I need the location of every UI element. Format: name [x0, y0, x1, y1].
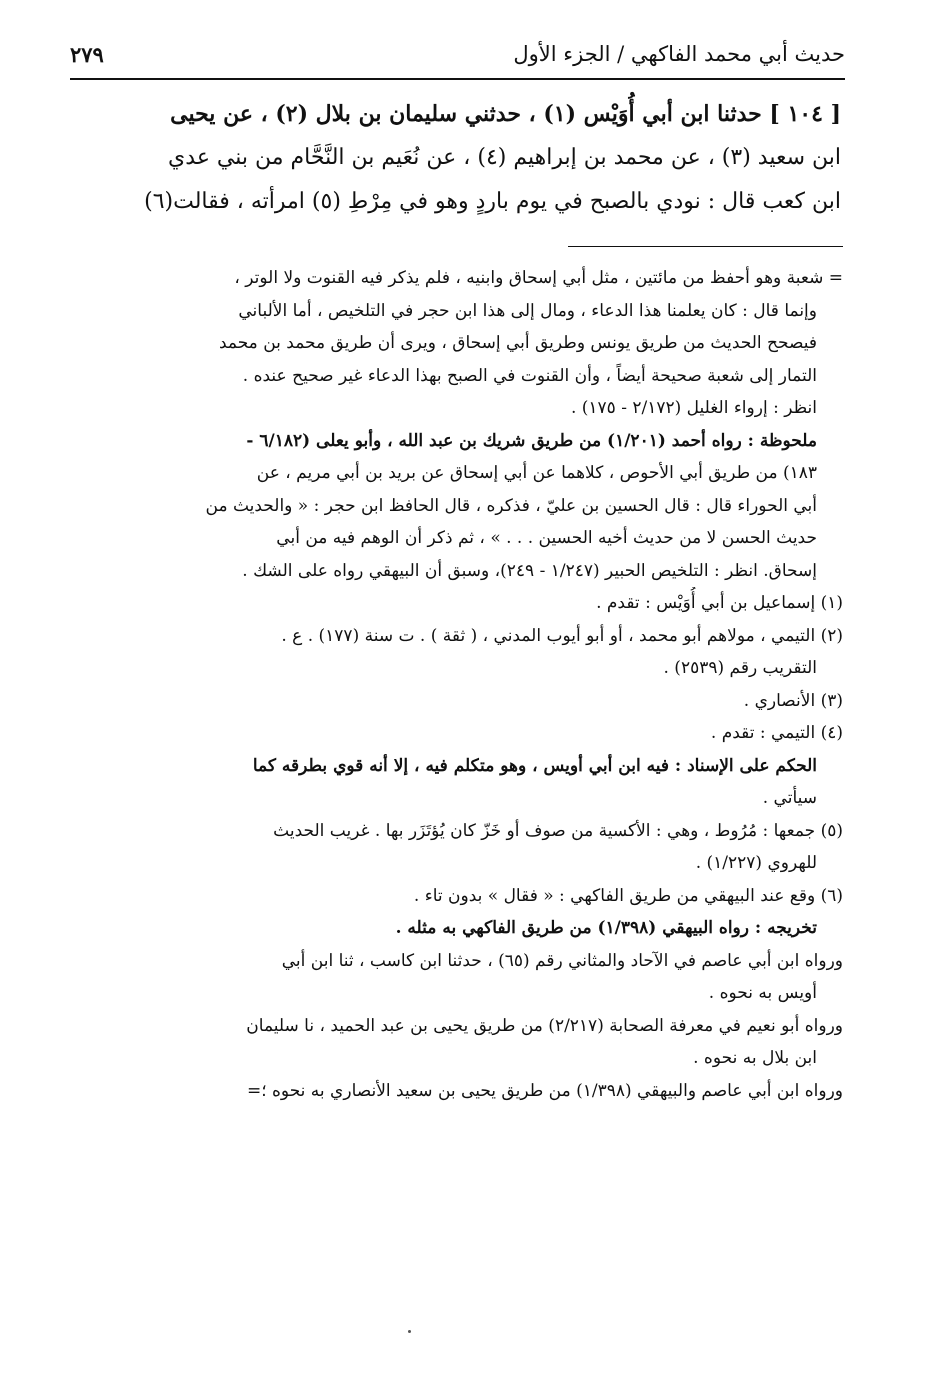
page-number: ٢٧٩: [70, 42, 104, 67]
footnote-2: (٢) التيمي ، مولاهم أبو محمد ، أو أبو أيوب المدني ، ( ثقة ) . ت سنة (١٧٧) . ع .: [281, 625, 843, 646]
footnote-1: (١) إسماعيل بن أبي أُوَيْس : تقدم .: [596, 593, 843, 613]
footnote-line: وإنما قال : كان يعلمنا هذا الدعاء ، ومال إلى هذا ابن حجر في التلخيص ، أما الألباني: [238, 300, 817, 321]
footnote-line: حديث الحسن لا من حديث أخيه الحسين . . . » ، ثم ذكر أن الوهم فيه من أبي: [276, 528, 817, 548]
footnote-line: التمار إلى شعبة صحيحة أيضاً ، وأن القنوت في الصبح بهذا الدعاء غير صحيح عنده .: [242, 365, 817, 386]
footnote-line: ورواه ابن أبي عاصم والبيهقي (١/٣٩٨) من طريق يحيى بن سعيد الأنصاري به نحوه ؛=: [246, 1080, 843, 1101]
hadith-line: ابن كعب قال : نودي بالصبح في يوم باردٍ وهو في مِرْطِ (٥) امرأته ، فقالت(٦): [144, 189, 841, 214]
hadith-line: ابن سعيد (٣) ، عن محمد بن إبراهيم (٤) ، عن نُعَيم بن النَّحَّام من بني عدي: [168, 145, 841, 170]
footnote-line: ابن بلال به نحوه .: [693, 1048, 817, 1068]
footnote-line: التقريب رقم (٢٥٣٩) .: [663, 658, 817, 678]
note-remark-line: ملحوظة : رواه أحمد (١/٢٠١) من طريق شريك بن عبد الله ، وأبو يعلى (٦/١٨٢ -: [246, 430, 817, 451]
hadith-line: [ ١٠٤ ] حدثنا ابن أبي أُوَيْس (١) ، حدثني سليمان بن بلال (٢) ، عن يحيى: [170, 101, 841, 127]
footnote-line: فيصحح الحديث من طريق يونس وطريق أبي إسحاق ، ويرى أن طريق محمد بن محمد: [218, 333, 817, 353]
running-title: حديث أبي محمد الفاكهي / الجزء الأول: [513, 42, 845, 66]
scan-speck: [408, 1330, 411, 1333]
footnote-line: ورواه أبو نعيم في معرفة الصحابة (٢/٢١٧) من طريق يحيى بن عبد الحميد ، نا سليمان: [246, 1015, 843, 1036]
footnote-line: أويس به نحوه .: [708, 983, 817, 1003]
footnote-6: (٦) وقع عند البيهقي من طريق الفاكهي : « فقال » بدون تاء .: [413, 885, 843, 906]
footnote-4: (٤) التيمي : تقدم .: [710, 723, 843, 743]
footnote-line: أبي الحوراء قال : قال الحسين بن عليّ ، فذكره ، قال الحافظ ابن حجر : « والحديث من: [205, 495, 817, 516]
footnote-line: ورواه ابن أبي عاصم في الآحاد والمثاني رقم (٦٥) ، حدثنا ابن كاسب ، ثنا ابن أبي: [281, 950, 843, 971]
page-header: [70, 38, 845, 80]
footnote-line: ١٨٣) من طريق أبي الأحوص ، كلاهما عن أبي إسحاق عن بريد بن أبي مريم ، عن: [256, 463, 817, 483]
footnote-divider: [568, 246, 843, 247]
footnotes: [76, 262, 843, 1107]
isnad-judgement-line: الحكم على الإسناد : فيه ابن أبي أويس ، وهو متكلم فيه ، إلا أنه قوي بطرقه كما: [252, 755, 817, 776]
footnote-line: إسحاق. انظر : التلخيص الحبير (١/٢٤٧ - ٢٤٩)، وسبق أن البيهقي رواه على الشك .: [242, 560, 817, 581]
footnote-5: (٥) جمعها : مُرُوط ، وهي : الأكسية من صوف أو خَزّ كان يُؤتَزَر بها . غريب الحديث: [273, 820, 843, 841]
footnote-line: = شعبة وهو أحفظ من مائتين ، مثل أبي إسحاق وابنيه ، فلم يذكر فيه القنوت ولا الوتر ،: [234, 268, 843, 288]
footnote-3: (٣) الأنصاري .: [743, 690, 843, 711]
footnote-line: سيأتي .: [762, 788, 817, 808]
takhrij-line: تخريجه : رواه البيهقي (١/٣٩٨) من طريق الفاكهي به مثله .: [395, 918, 817, 938]
footnote-line: للهروي (١/٢٢٧) .: [695, 853, 817, 873]
hadith-text: [78, 92, 841, 224]
footnote-line: انظر : إرواء الغليل (٢/١٧٢ - ١٧٥) .: [570, 398, 817, 418]
